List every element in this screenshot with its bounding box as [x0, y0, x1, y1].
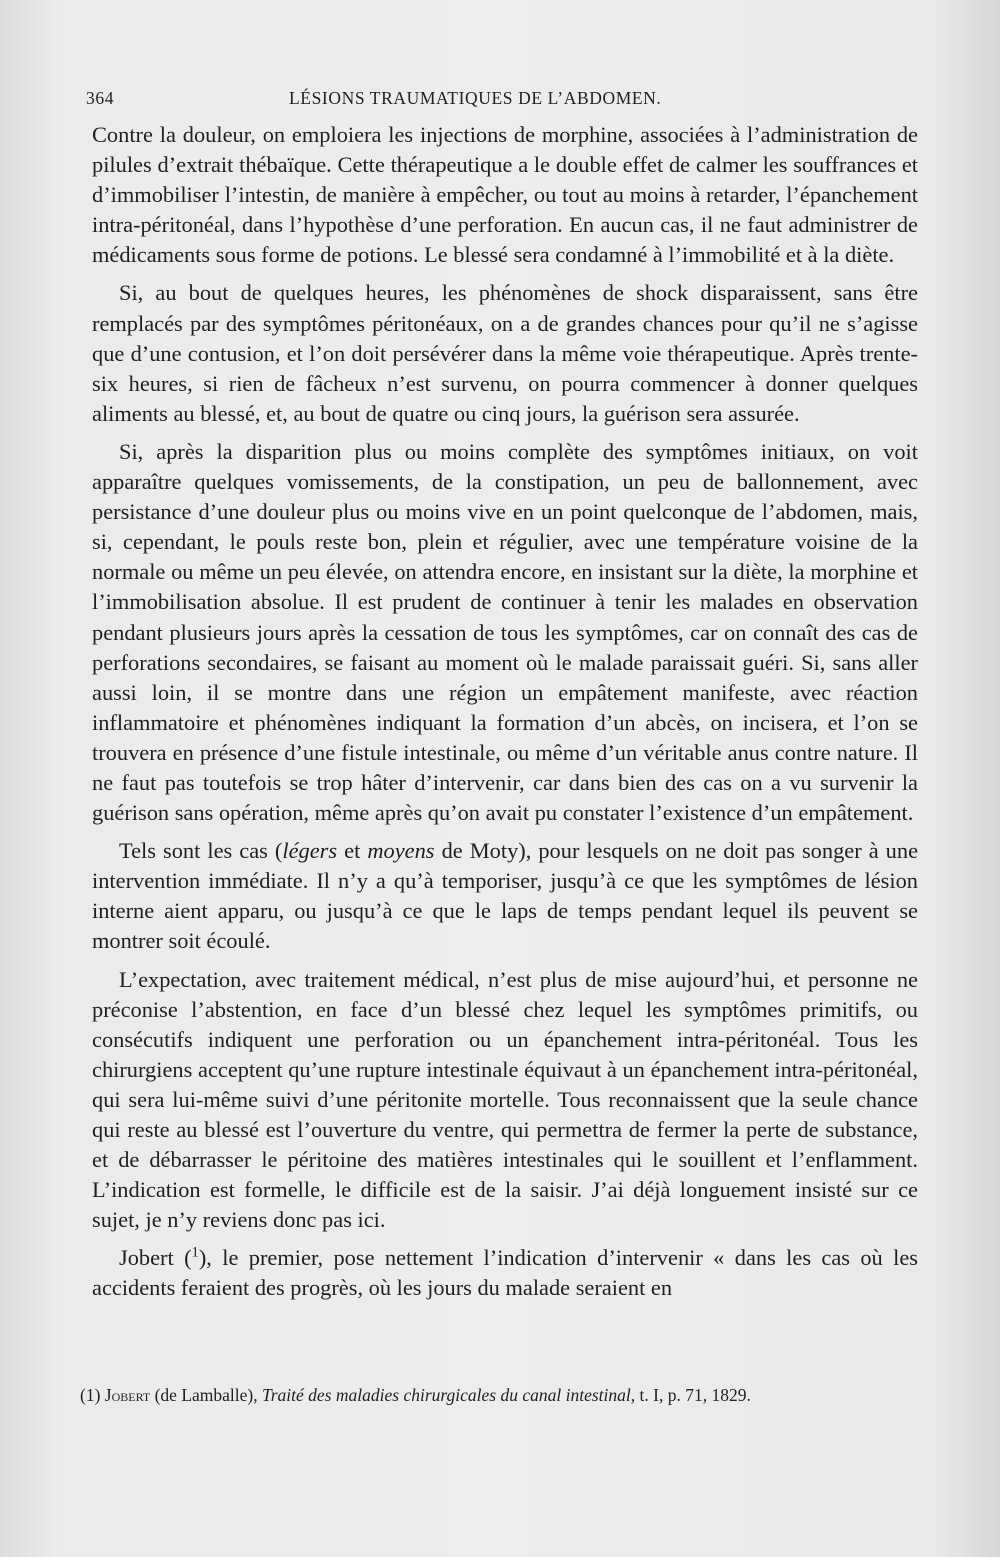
paragraph: Si, au bout de quelques heures, les phénomènes de shock disparaissent, sans être remplacés par des symptômes péritonéaux, on a de grandes chances pour qu’il ne s’agisse que d’une contusion, et l’on doit persévérer dans la même voie thérapeutique. Après trente-six heures, si rien de fâcheux n’est survenu, on pourra commencer à donner quelques aliments au blessé, et, au bout de quatre ou cinq jours, la guérison sera assurée. — [92, 280, 918, 426]
paragraph-text: et — [337, 838, 368, 864]
page-number: 364 — [86, 88, 115, 108]
footnote-title: Traité des maladies chirurgicales du canal intestinal — [261, 1385, 631, 1405]
paragraph-text: Tels sont les cas ( — [119, 838, 283, 864]
paragraph-text: ), le premier, pose nettement l’indication d’intervenir « dans les cas où les accidents feraient des progrès, où les jours du malade seraient en — [92, 1245, 918, 1301]
running-title: LÉSIONS TRAUMATIQUES DE L’ABDOMEN. — [289, 88, 662, 108]
footnote-reference: 1 — [191, 1244, 199, 1261]
paragraph: L’expectation, avec traitement médical, n’est plus de mise aujourd’hui, et personne ne préconise l’abstention, en face d’un blessé chez lequel les symptômes primitifs, ou consécutifs indiquent une perforation ou un épanchement intra-péritonéal. Tous les chirurgiens acceptent qu’une rupture intestinale équivaut à un épanchement intra-péritonéal, qui sera lui-même suivi d’une péritonite mortelle. Tous reconnaissent que la seule chance qui reste au blessé est l’ouverture du ventre, qui permettra de fermer la perte de substance, et de débarrasser le péritoine des matières intestinales qui le souillent et l’enflamment. L’indication est formelle, le difficile est de la saisir. J’ai déjà longuement insisté sur ce sujet, je n’y reviens donc pas ici. — [92, 966, 918, 1233]
footnote-author: Jobert — [104, 1385, 151, 1405]
paragraph-text: Jobert ( — [119, 1245, 192, 1271]
footnote-text: , t. I, p. 71, 1829. — [630, 1385, 751, 1405]
page-header — [86, 88, 916, 114]
footnote-marker: (1) — [80, 1385, 101, 1405]
footnote-text: (de Lamballe), — [150, 1385, 262, 1405]
paragraph: Si, après la disparition plus ou moins complète des symptômes initiaux, on voit apparaître quelques vomissements, de la constipation, un peu de ballonnement, avec persistance d’une douleur plus ou moins vive en un point quelconque de l’abdomen, mais, si, cependant, le pouls reste bon, plein et régulier, avec une température voisine de la normale ou même un peu élevée, on attendra encore, en insistant sur la diète, la morphine et l’immobilisation absolue. Il est prudent de continuer à tenir les malades en observation pendant plusieurs jours après la cessation de tous les symptômes, car on connaît des cas de perforations secondaires, se faisant au moment où le malade paraissait guéri. Si, sans aller aussi loin, il se montre dans une région un empâtement manifeste, avec réaction inflammatoire et phénomènes indiquant la formation d’un abcès, on incisera, et l’on se trouvera en présence d’une fistule intestinale, ou même d’un véritable anus contre nature. Il ne faut pas toutefois se trop hâter d’intervenir, car dans bien des cas on a vu survenir la guérison sans opération, même après qu’on avait pu constater l’existence d’un empâtement. — [92, 438, 918, 826]
italic-term: légers — [282, 838, 338, 864]
paragraph-text: de Moty), pour lesquels on ne doit pas songer à une intervention immédiate. Il n’y a qu’à temporiser, jusqu’à ce que les symptômes de lésion interne aient apparu, ou jusqu’à ce que le laps de temps pendant lequel ils peuvent se montrer soit écoulé. — [92, 838, 919, 954]
footnote — [80, 1385, 920, 1405]
italic-term: moyens — [367, 838, 435, 864]
paragraph: Contre la douleur, on emploiera les injections de morphine, associées à l’administration de pilules d’extrait thébaïque. Cette thérapeutique a le double effet de calmer les souffrances et d’immobiliser l’intestin, de manière à empêcher, ou tout au moins à retarder, l’épanchement intra-péritonéal, dans l’hypothèse d’une perforation. En aucun cas, il ne faut administrer de médicaments sous forme de potions. Le blessé sera condamné à l’immobilité et à la diète. — [92, 122, 918, 268]
paragraph — [92, 836, 918, 956]
body-text — [92, 120, 918, 1304]
paragraph — [92, 1243, 918, 1303]
